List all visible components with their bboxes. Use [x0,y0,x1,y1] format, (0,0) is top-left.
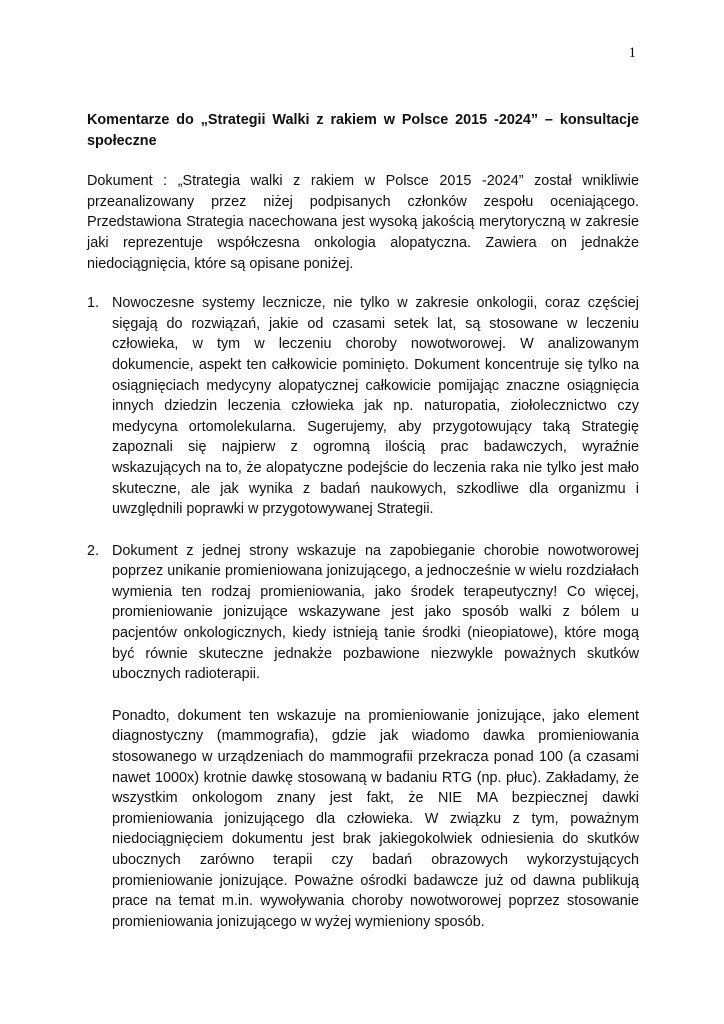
list-item-body [112,541,639,933]
page-number: 1 [628,45,636,61]
list-item-paragraph: Dokument z jednej strony wskazuje na zapobieganie chorobie nowotworowej poprzez unikanie promieniowana jonizującego, a jednocześnie w wielu rozdziałach wymienia ten rodzaj promieniowania, jako środek terapeutyczny! Co więcej, promieniowanie jonizujące wskazywane jest jako sposób walki z bólem u pacjentów onkologicznych, kiedy istnieją tanie środki (nieopiatowe), które mogą być równie skuteczne jednakże pozbawione niezwykle poważnych skutków ubocznych radioterapii. [112,542,639,683]
list-item-number: 2. [87,542,100,559]
list-item-body [112,293,639,520]
document-body [87,110,639,953]
document-title: Komentarze do „Strategii Walki z rakiem w Polsce 2015 -2024” – konsultacje społeczne [87,112,639,149]
list-item-paragraph: Nowoczesne systemy lecznicze, nie tylko w zakresie onkologii, coraz częściej sięgają do rozwiązań, jakie od czasami setek lat, są stosowane w leczeniu człowieka, w tym w leczeniu choroby nowotworowej. W analizowanym dokumencie, aspekt ten całkowicie pominięto. Dokument koncentruje się tylko na osiągnięciach medycyny alopatycznej całkowicie pomijając znaczne osiągnięcia innych dziedzin leczenia człowieka jak np. naturopatia, ziołolecznictwo czy medycyna ortomolekularna. Sugerujemy, aby przygotowujący taką Strategię zapoznali się najpierw z ogromną ilością prac badawczych, wyraźnie wskazujących na to, że alopatyczne podejście do leczenia raka nie tylko jest mało skuteczne, ale jak wynika z badań naukowych, szkodliwe dla organizmu i uwzględnili poprawki w przygotowywanej Strategii. [112,295,639,518]
list-item-paragraph: Ponadto, dokument ten wskazuje na promieniowanie jonizujące, jako element diagnostyczny (mammografia), gdzie jak wiadomo dawka promieniowania stosowanego w urządzeniach do mammografii przekracza ponad 100 (a czasami nawet 1000x) krotnie dawkę stosowaną w badaniu RTG (np. płuc). Zakładamy, że wszystkim onkologom znany jest fakt, że NIE MA bezpiecznej dawki promieniowania jonizującego dla człowieka. W związku z tym, poważnym niedociągnięciem dokumentu jest brak jakiegokolwiek odniesienia do skutków ubocznych zarówno terapii czy badań obrazowych wykorzystujących promieniowanie jonizujące. Poważne ośrodki badawcze już od dawna publikują prace na temat m.in. wywoływania choroby nowotworowej poprzez stosowanie promieniowania jonizującego w wyżej wymieniony sposób. [112,707,639,930]
list-item [87,293,639,520]
list-item-number: 1. [87,295,100,312]
intro-paragraph: Dokument : „Strategia walki z rakiem w Polsce 2015 -2024” został wnikliwie przeanalizowany przez niżej podpisanych członków zespołu oceniającego. Przedstawiona Strategia nacechowana jest wysoką jakością merytoryczną w zakresie jaki reprezentuje współczesna onkologia alopatyczna. Zawiera on jednakże niedociągnięcia, które są opisane poniżej. [87,173,639,272]
list-item [87,541,639,933]
